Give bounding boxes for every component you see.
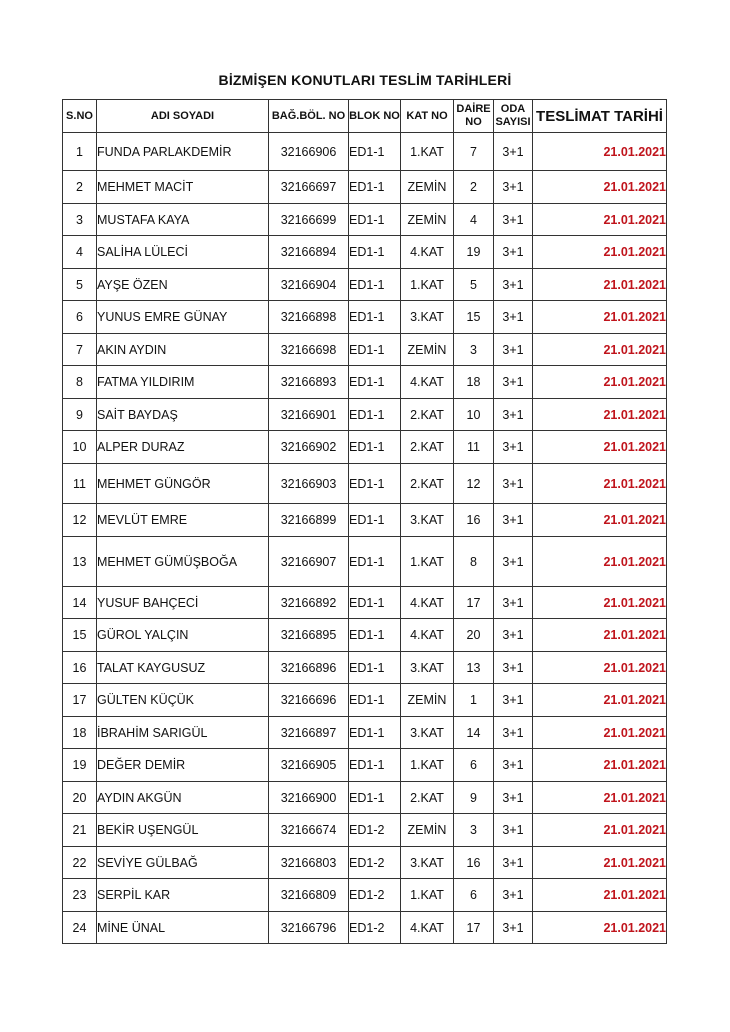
delivery-dates-table [62,99,667,944]
cell-kat-no: ZEMİN [401,684,454,717]
cell-bag-bol-no: 32166905 [269,749,349,782]
cell-daire-no: 19 [454,236,494,269]
cell-kat-no: 3.KAT [401,301,454,334]
cell-sno: 17 [63,684,97,717]
cell-bag-bol-no: 32166803 [269,847,349,879]
cell-blok-no: ED1-1 [349,587,401,619]
header-daire-no [454,100,494,133]
cell-oda-sayisi: 3+1 [494,133,533,171]
header-teslimat-tarihi: TESLİMAT TARİHİ [533,100,667,133]
cell-kat-no: 2.KAT [401,431,454,464]
cell-bag-bol-no: 32166696 [269,684,349,717]
cell-daire-no: 10 [454,399,494,431]
cell-blok-no: ED1-2 [349,879,401,912]
cell-name: MİNE ÜNAL [97,912,269,944]
cell-bag-bol-no: 32166698 [269,334,349,366]
cell-bag-bol-no: 32166899 [269,504,349,537]
cell-kat-no: 2.KAT [401,464,454,504]
table-row [63,619,667,652]
cell-kat-no: 2.KAT [401,399,454,431]
cell-daire-no: 6 [454,879,494,912]
cell-name: GÜROL YALÇIN [97,619,269,652]
cell-teslimat-tarihi: 21.01.2021 [533,431,667,464]
cell-oda-sayisi: 3+1 [494,431,533,464]
cell-blok-no: ED1-1 [349,717,401,749]
cell-blok-no: ED1-2 [349,847,401,879]
header-row [63,100,667,133]
cell-kat-no: 4.KAT [401,912,454,944]
cell-teslimat-tarihi: 21.01.2021 [533,301,667,334]
cell-kat-no: 1.KAT [401,537,454,587]
table-row [63,366,667,399]
cell-bag-bol-no: 32166893 [269,366,349,399]
cell-sno: 8 [63,366,97,399]
cell-name: YUSUF BAHÇECİ [97,587,269,619]
cell-kat-no: 3.KAT [401,504,454,537]
cell-teslimat-tarihi: 21.01.2021 [533,717,667,749]
cell-kat-no: ZEMİN [401,171,454,204]
cell-teslimat-tarihi: 21.01.2021 [533,814,667,847]
cell-bag-bol-no: 32166896 [269,652,349,684]
cell-daire-no: 6 [454,749,494,782]
cell-teslimat-tarihi: 21.01.2021 [533,537,667,587]
cell-kat-no: ZEMİN [401,204,454,236]
cell-sno: 3 [63,204,97,236]
cell-sno: 4 [63,236,97,269]
cell-name: SEVİYE GÜLBAĞ [97,847,269,879]
cell-teslimat-tarihi: 21.01.2021 [533,652,667,684]
cell-oda-sayisi: 3+1 [494,236,533,269]
header-sno: S.NO [63,100,97,133]
cell-kat-no: ZEMİN [401,814,454,847]
table-row [63,847,667,879]
header-oda-line2: SAYISI [495,116,531,128]
cell-name: MUSTAFA KAYA [97,204,269,236]
cell-kat-no: 3.KAT [401,652,454,684]
cell-oda-sayisi: 3+1 [494,334,533,366]
cell-name: YUNUS EMRE GÜNAY [97,301,269,334]
cell-daire-no: 1 [454,684,494,717]
cell-daire-no: 14 [454,717,494,749]
cell-name: SALİHA LÜLECİ [97,236,269,269]
cell-teslimat-tarihi: 21.01.2021 [533,236,667,269]
cell-blok-no: ED1-1 [349,504,401,537]
cell-oda-sayisi: 3+1 [494,204,533,236]
cell-blok-no: ED1-1 [349,133,401,171]
header-daire-line1: DAİRE [456,103,491,115]
cell-daire-no: 4 [454,204,494,236]
cell-sno: 20 [63,782,97,814]
cell-kat-no: 1.KAT [401,269,454,301]
cell-name: AYDIN AKGÜN [97,782,269,814]
table-row [63,652,667,684]
cell-daire-no: 17 [454,587,494,619]
cell-daire-no: 3 [454,334,494,366]
cell-kat-no: 4.KAT [401,619,454,652]
cell-oda-sayisi: 3+1 [494,537,533,587]
cell-name: DEĞER DEMİR [97,749,269,782]
cell-blok-no: ED1-1 [349,431,401,464]
cell-sno: 6 [63,301,97,334]
cell-kat-no: 3.KAT [401,847,454,879]
cell-sno: 16 [63,652,97,684]
cell-bag-bol-no: 32166906 [269,133,349,171]
cell-sno: 23 [63,879,97,912]
cell-sno: 5 [63,269,97,301]
header-oda-sayisi [494,100,533,133]
cell-name: SERPİL KAR [97,879,269,912]
cell-daire-no: 8 [454,537,494,587]
cell-sno: 19 [63,749,97,782]
cell-blok-no: ED1-1 [349,204,401,236]
cell-daire-no: 5 [454,269,494,301]
cell-bag-bol-no: 32166894 [269,236,349,269]
cell-oda-sayisi: 3+1 [494,399,533,431]
cell-bag-bol-no: 32166903 [269,464,349,504]
cell-name: AKIN AYDIN [97,334,269,366]
cell-teslimat-tarihi: 21.01.2021 [533,269,667,301]
cell-bag-bol-no: 32166796 [269,912,349,944]
cell-kat-no: 4.KAT [401,366,454,399]
cell-teslimat-tarihi: 21.01.2021 [533,684,667,717]
table-row [63,301,667,334]
cell-daire-no: 2 [454,171,494,204]
table-row [63,171,667,204]
cell-blok-no: ED1-1 [349,399,401,431]
header-name: ADI SOYADI [97,100,269,133]
cell-sno: 9 [63,399,97,431]
cell-teslimat-tarihi: 21.01.2021 [533,399,667,431]
cell-kat-no: 1.KAT [401,749,454,782]
cell-oda-sayisi: 3+1 [494,504,533,537]
cell-oda-sayisi: 3+1 [494,366,533,399]
table-row [63,334,667,366]
cell-bag-bol-no: 32166898 [269,301,349,334]
cell-blok-no: ED1-1 [349,782,401,814]
cell-bag-bol-no: 32166809 [269,879,349,912]
cell-name: TALAT KAYGUSUZ [97,652,269,684]
cell-sno: 7 [63,334,97,366]
cell-teslimat-tarihi: 21.01.2021 [533,204,667,236]
cell-oda-sayisi: 3+1 [494,782,533,814]
cell-oda-sayisi: 3+1 [494,684,533,717]
table-row [63,504,667,537]
cell-name: ALPER DURAZ [97,431,269,464]
cell-oda-sayisi: 3+1 [494,879,533,912]
table-row [63,464,667,504]
cell-name: FUNDA PARLAKDEMİR [97,133,269,171]
cell-sno: 10 [63,431,97,464]
cell-blok-no: ED1-2 [349,814,401,847]
cell-daire-no: 15 [454,301,494,334]
table-row [63,912,667,944]
cell-bag-bol-no: 32166892 [269,587,349,619]
cell-daire-no: 11 [454,431,494,464]
cell-oda-sayisi: 3+1 [494,269,533,301]
cell-bag-bol-no: 32166697 [269,171,349,204]
header-daire-line2: NO [465,116,482,128]
cell-name: MEHMET MACİT [97,171,269,204]
cell-bag-bol-no: 32166699 [269,204,349,236]
cell-sno: 22 [63,847,97,879]
cell-name: BEKİR UŞENGÜL [97,814,269,847]
cell-blok-no: ED1-1 [349,334,401,366]
cell-daire-no: 9 [454,782,494,814]
cell-sno: 12 [63,504,97,537]
table-row [63,431,667,464]
cell-bag-bol-no: 32166904 [269,269,349,301]
cell-oda-sayisi: 3+1 [494,301,533,334]
cell-teslimat-tarihi: 21.01.2021 [533,879,667,912]
cell-kat-no: 1.KAT [401,133,454,171]
table-row [63,684,667,717]
cell-oda-sayisi: 3+1 [494,717,533,749]
header-kat-no: KAT NO [401,100,454,133]
cell-teslimat-tarihi: 21.01.2021 [533,847,667,879]
cell-blok-no: ED1-1 [349,301,401,334]
cell-oda-sayisi: 3+1 [494,652,533,684]
cell-blok-no: ED1-1 [349,236,401,269]
cell-sno: 15 [63,619,97,652]
cell-blok-no: ED1-1 [349,366,401,399]
table-row [63,814,667,847]
cell-kat-no: ZEMİN [401,334,454,366]
cell-blok-no: ED1-1 [349,269,401,301]
cell-oda-sayisi: 3+1 [494,464,533,504]
table-row [63,782,667,814]
cell-kat-no: 4.KAT [401,236,454,269]
cell-teslimat-tarihi: 21.01.2021 [533,912,667,944]
cell-daire-no: 20 [454,619,494,652]
header-blok-no: BLOK NO [349,100,401,133]
cell-bag-bol-no: 32166897 [269,717,349,749]
cell-kat-no: 3.KAT [401,717,454,749]
cell-sno: 1 [63,133,97,171]
cell-teslimat-tarihi: 21.01.2021 [533,171,667,204]
cell-oda-sayisi: 3+1 [494,847,533,879]
header-bag-bol-no: BAĞ.BÖL. NO [269,100,349,133]
cell-bag-bol-no: 32166907 [269,537,349,587]
cell-oda-sayisi: 3+1 [494,619,533,652]
cell-oda-sayisi: 3+1 [494,814,533,847]
cell-teslimat-tarihi: 21.01.2021 [533,464,667,504]
cell-blok-no: ED1-1 [349,749,401,782]
cell-teslimat-tarihi: 21.01.2021 [533,133,667,171]
cell-sno: 24 [63,912,97,944]
cell-daire-no: 18 [454,366,494,399]
cell-kat-no: 4.KAT [401,587,454,619]
header-oda-line1: ODA [500,103,526,115]
cell-sno: 18 [63,717,97,749]
table-row [63,717,667,749]
cell-oda-sayisi: 3+1 [494,749,533,782]
table-row [63,587,667,619]
cell-teslimat-tarihi: 21.01.2021 [533,504,667,537]
cell-sno: 14 [63,587,97,619]
cell-name: GÜLTEN KÜÇÜK [97,684,269,717]
cell-blok-no: ED1-2 [349,912,401,944]
cell-name: MEVLÜT EMRE [97,504,269,537]
table-row [63,133,667,171]
cell-teslimat-tarihi: 21.01.2021 [533,782,667,814]
table-row [63,879,667,912]
cell-kat-no: 1.KAT [401,879,454,912]
cell-daire-no: 16 [454,504,494,537]
cell-teslimat-tarihi: 21.01.2021 [533,334,667,366]
cell-sno: 11 [63,464,97,504]
cell-daire-no: 17 [454,912,494,944]
table-row [63,204,667,236]
cell-name: MEHMET GÜNGÖR [97,464,269,504]
cell-blok-no: ED1-1 [349,652,401,684]
cell-blok-no: ED1-1 [349,537,401,587]
cell-oda-sayisi: 3+1 [494,171,533,204]
cell-sno: 2 [63,171,97,204]
cell-blok-no: ED1-1 [349,684,401,717]
cell-bag-bol-no: 32166901 [269,399,349,431]
document-title: BİZMİŞEN KONUTLARI TESLİM TARİHLERİ [218,72,512,88]
cell-sno: 21 [63,814,97,847]
cell-name: SAİT BAYDAŞ [97,399,269,431]
cell-oda-sayisi: 3+1 [494,587,533,619]
cell-name: FATMA YILDIRIM [97,366,269,399]
table-row [63,537,667,587]
cell-bag-bol-no: 32166674 [269,814,349,847]
cell-teslimat-tarihi: 21.01.2021 [533,749,667,782]
table-row [63,236,667,269]
cell-daire-no: 12 [454,464,494,504]
cell-teslimat-tarihi: 21.01.2021 [533,366,667,399]
table-row [63,269,667,301]
cell-name: AYŞE ÖZEN [97,269,269,301]
cell-bag-bol-no: 32166902 [269,431,349,464]
cell-bag-bol-no: 32166895 [269,619,349,652]
cell-name: MEHMET GÜMÜŞBOĞA [97,537,269,587]
cell-sno: 13 [63,537,97,587]
cell-oda-sayisi: 3+1 [494,912,533,944]
cell-kat-no: 2.KAT [401,782,454,814]
cell-teslimat-tarihi: 21.01.2021 [533,619,667,652]
cell-blok-no: ED1-1 [349,464,401,504]
cell-name: İBRAHİM SARIGÜL [97,717,269,749]
cell-daire-no: 3 [454,814,494,847]
table-row [63,399,667,431]
cell-daire-no: 13 [454,652,494,684]
cell-daire-no: 16 [454,847,494,879]
table-row [63,749,667,782]
cell-daire-no: 7 [454,133,494,171]
cell-blok-no: ED1-1 [349,171,401,204]
cell-bag-bol-no: 32166900 [269,782,349,814]
cell-blok-no: ED1-1 [349,619,401,652]
cell-teslimat-tarihi: 21.01.2021 [533,587,667,619]
